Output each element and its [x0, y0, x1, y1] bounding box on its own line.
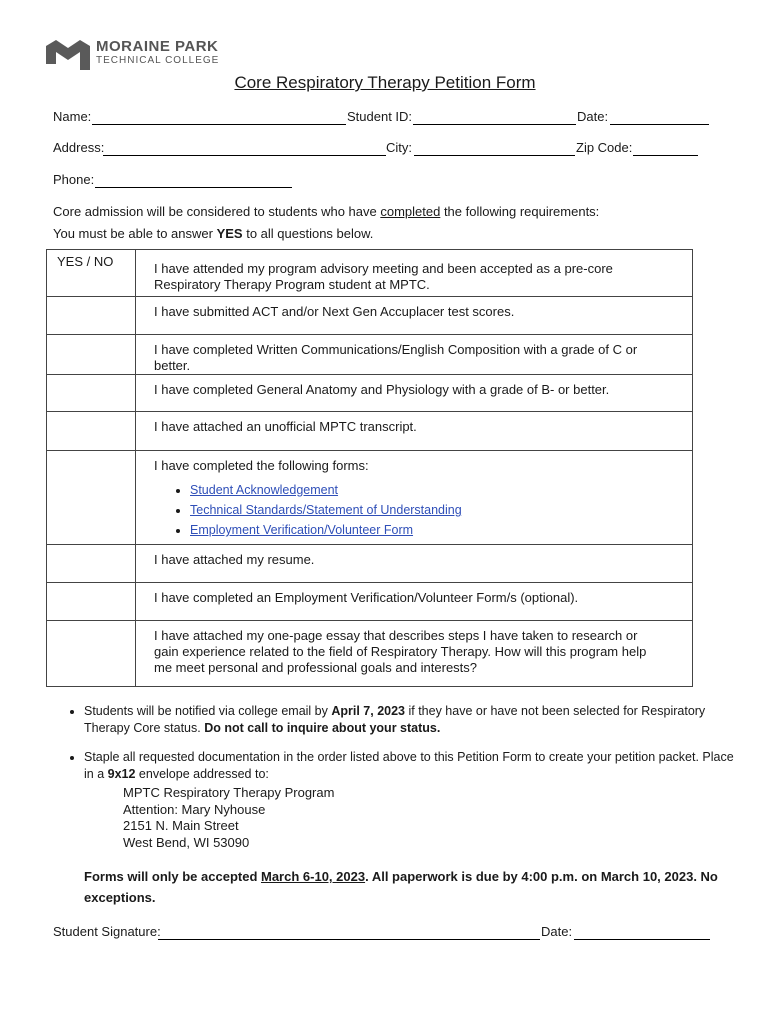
phone-field[interactable]: [95, 187, 292, 188]
requirement-cell: [136, 451, 693, 545]
student-acknowledgement-link[interactable]: Student Acknowledgement: [190, 483, 339, 497]
table-row: [47, 583, 693, 621]
student-id-field[interactable]: [413, 124, 576, 125]
name-field[interactable]: [92, 124, 346, 125]
address-field[interactable]: [103, 155, 386, 156]
yes-no-cell[interactable]: [47, 583, 136, 621]
requirement-text: I have attended my program advisory meeting and been accepted as a pre-core Respiratory Therapy Program student at MPTC.: [136, 250, 693, 297]
college-logo-icon: [46, 40, 90, 70]
yes-no-cell[interactable]: [47, 375, 136, 412]
logo-subtitle: TECHNICAL COLLEGE: [96, 55, 220, 66]
yes-no-header: YES / NO: [47, 250, 136, 297]
signature-date-label: Date:: [541, 924, 573, 939]
table-row: [47, 451, 693, 545]
signature-date-field[interactable]: [574, 939, 710, 940]
requirement-text: I have attached an unofficial MPTC transcript.: [136, 412, 693, 451]
requirement-text: I have attached my resume.: [136, 545, 693, 583]
table-row: [47, 250, 693, 297]
form-title: Core Respiratory Therapy Petition Form: [234, 73, 536, 92]
table-row: [47, 621, 693, 687]
city-label: City:: [386, 140, 412, 155]
table-row: [47, 412, 693, 451]
list-item: [190, 500, 662, 520]
yes-no-cell[interactable]: [47, 297, 136, 335]
requirement-text: I have submitted ACT and/or Next Gen Accuplacer test scores.: [136, 297, 693, 335]
address-line: 2151 N. Main Street: [123, 818, 239, 833]
zip-label: Zip Code:: [576, 140, 633, 155]
list-item: [190, 520, 662, 540]
requirement-text: I have completed General Anatomy and Physiology with a grade of B- or better.: [136, 375, 693, 412]
yes-no-cell[interactable]: [47, 545, 136, 583]
table-row: [47, 297, 693, 335]
yes-no-cell[interactable]: [47, 621, 136, 687]
yes-no-cell[interactable]: [47, 451, 136, 545]
requirement-text: I have attached my one-page essay that describes steps I have taken to research or gain experience related to the field of Respiratory Therapy. How will this program help me meet personal and professional goals and interests?: [136, 621, 693, 687]
requirements-table: [46, 249, 693, 687]
student-id-label: Student ID:: [347, 109, 413, 124]
packet-note: • Staple all requested documentation in the order listed above to this Petition Form to create your petition packet. Place in a 9x12 envelope addressed to:: [84, 749, 744, 783]
zip-field[interactable]: [633, 155, 698, 156]
requirement-text: I have completed Written Communications/English Composition with a grade of C or better.: [136, 335, 693, 375]
forms-list: [154, 480, 662, 540]
mailing-address: [123, 785, 334, 851]
logo-name: MORAINE PARK: [96, 38, 219, 55]
intro-line-2: You must be able to answer YES to all questions below.: [53, 226, 374, 241]
address-line: Attention: Mary Nyhouse: [123, 801, 266, 817]
list-item: [190, 480, 662, 500]
yes-no-cell[interactable]: [47, 412, 136, 451]
technical-standards-link[interactable]: Technical Standards/Statement of Understanding: [190, 503, 462, 517]
date-field[interactable]: [610, 124, 709, 125]
table-row: [47, 375, 693, 412]
student-signature-label: Student Signature:: [53, 924, 161, 939]
student-signature-field[interactable]: [158, 939, 540, 940]
date-label: Date:: [577, 109, 609, 124]
employment-verification-link[interactable]: Employment Verification/Volunteer Form: [190, 523, 414, 537]
address-label: Address:: [53, 140, 105, 155]
city-field[interactable]: [414, 155, 575, 156]
address-line: West Bend, WI 53090: [123, 834, 250, 850]
requirement-text: I have completed the following forms:: [154, 458, 369, 473]
table-row: [47, 335, 693, 375]
instructions-list: [62, 703, 744, 795]
table-row: [47, 545, 693, 583]
requirement-text: I have completed an Employment Verification/Volunteer Form/s (optional).: [136, 583, 693, 621]
intro-line-1: Core admission will be considered to students who have completed the following requirements:: [53, 204, 600, 219]
deadline-notice: Forms will only be accepted March 6-10, 2023. All paperwork is due by 4:00 p.m. on March 10, 2023. No exceptions.: [84, 869, 718, 905]
name-label: Name:: [53, 109, 92, 124]
phone-label: Phone:: [53, 172, 95, 187]
notification-note: • Students will be notified via college email by April 7, 2023 if they have or have not been selected for Respiratory Therapy Core status. Do not call to inquire about your status.: [84, 703, 744, 737]
address-line: MPTC Respiratory Therapy Program: [123, 785, 335, 800]
yes-no-cell[interactable]: [47, 335, 136, 375]
